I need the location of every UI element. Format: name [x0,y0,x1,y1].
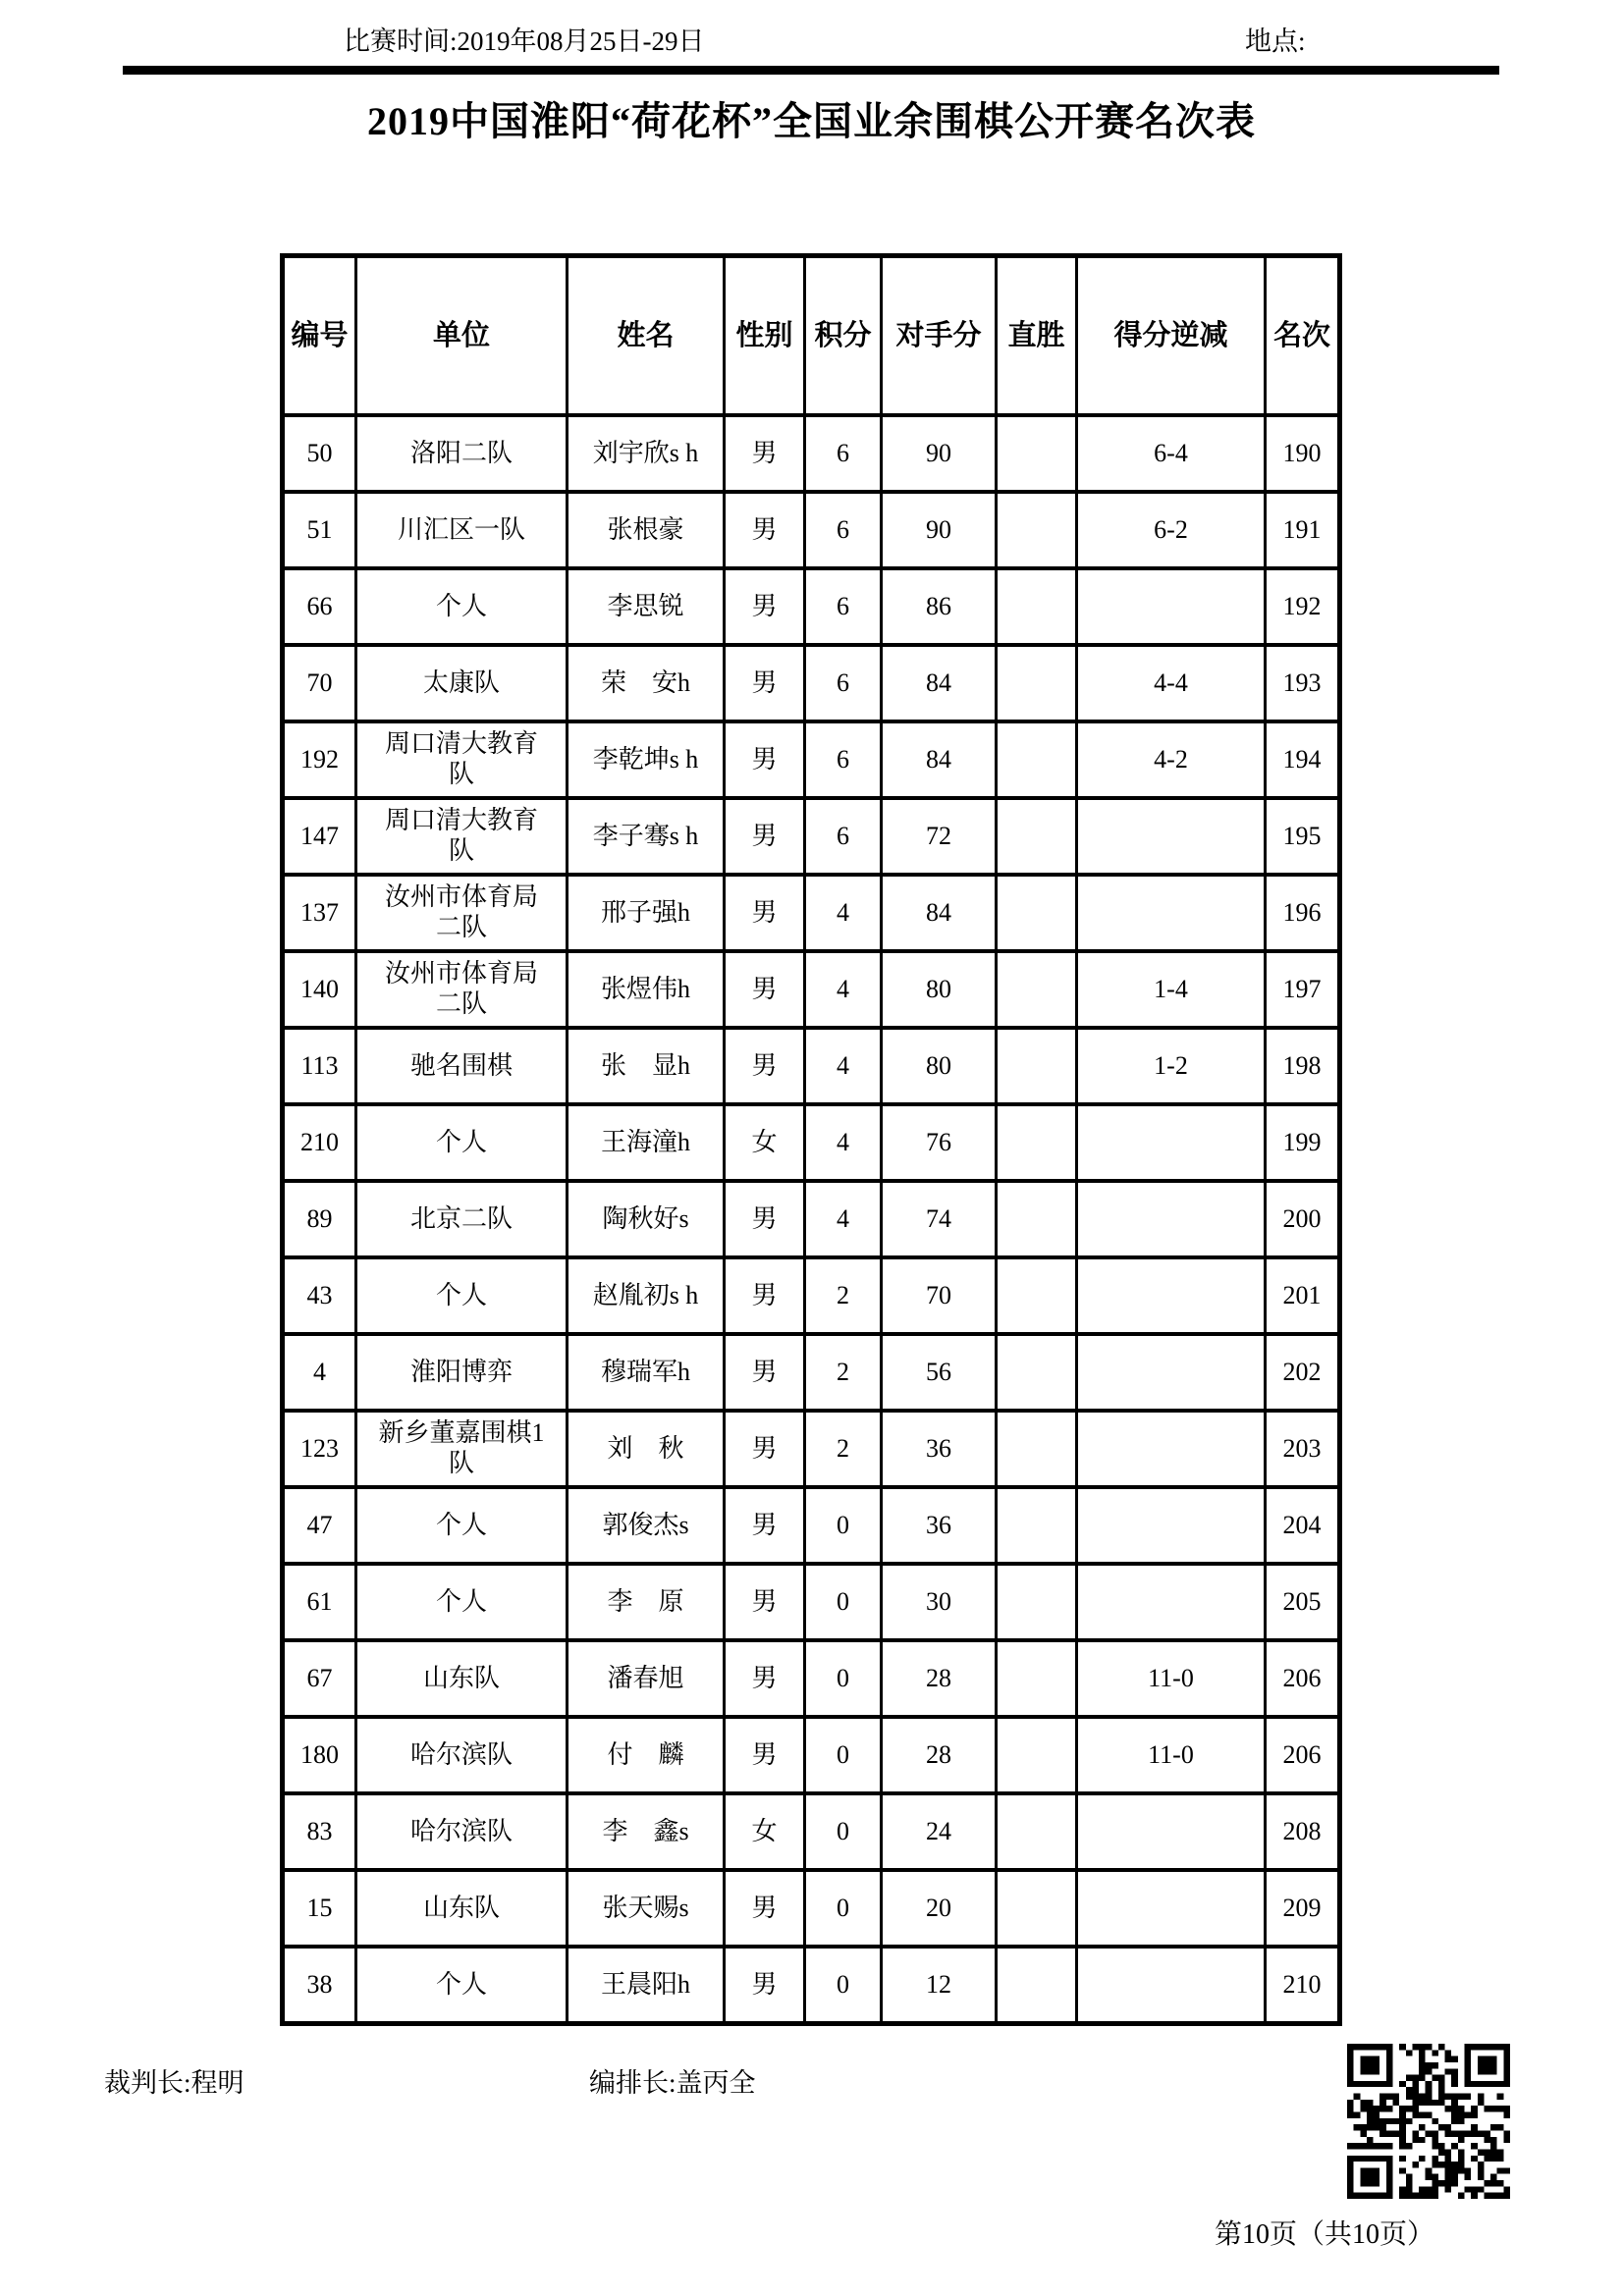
column-header: 编号 [283,256,356,416]
cell-score: 0 [805,1564,882,1640]
cell-win [997,1104,1077,1181]
table-row [283,415,1340,492]
cell-unit: 哈尔滨队 [356,1717,568,1793]
cell-opp: 74 [882,1181,997,1257]
cell-win [997,1181,1077,1257]
cell-rank: 201 [1266,1257,1340,1334]
cell-rank: 204 [1266,1487,1340,1564]
cell-rank: 195 [1266,798,1340,875]
cell-rank: 209 [1266,1870,1340,1947]
cell-num: 43 [283,1257,356,1334]
cell-win [997,1564,1077,1640]
cell-adj: 4-4 [1077,645,1266,721]
cell-win [997,1793,1077,1870]
cell-win [997,1487,1077,1564]
cell-name: 王晨阳h [568,1947,725,2024]
cell-name: 刘 秋 [568,1411,725,1487]
cell-opp: 76 [882,1104,997,1181]
cell-score: 0 [805,1717,882,1793]
cell-opp: 30 [882,1564,997,1640]
cell-rank: 210 [1266,1947,1340,2024]
table-row [283,1334,1340,1411]
cell-unit: 淮阳博弈 [356,1334,568,1411]
cell-adj: 4-2 [1077,721,1266,798]
cell-rank: 203 [1266,1411,1340,1487]
cell-name: 陶秋好s [568,1181,725,1257]
cell-unit: 山东队 [356,1640,568,1717]
cell-win [997,875,1077,951]
table-row [283,568,1340,645]
cell-unit: 个人 [356,1104,568,1181]
cell-num: 113 [283,1028,356,1104]
cell-win [997,798,1077,875]
cell-sex: 男 [725,875,805,951]
cell-score: 0 [805,1870,882,1947]
cell-score: 4 [805,875,882,951]
cell-rank: 192 [1266,568,1340,645]
cell-sex: 女 [725,1793,805,1870]
cell-win [997,568,1077,645]
cell-num: 123 [283,1411,356,1487]
qr-code [1347,2044,1510,2199]
cell-num: 140 [283,951,356,1028]
cell-name: 李 原 [568,1564,725,1640]
cell-unit: 个人 [356,568,568,645]
cell-name: 穆瑞军h [568,1334,725,1411]
table-row [283,721,1340,798]
cell-opp: 80 [882,1028,997,1104]
cell-name: 付 麟 [568,1717,725,1793]
cell-sex: 男 [725,492,805,568]
cell-adj: 6-2 [1077,492,1266,568]
cell-unit: 新乡董嘉围棋1队 [356,1411,568,1487]
cell-sex: 男 [725,1947,805,2024]
cell-unit: 个人 [356,1947,568,2024]
table-row [283,1257,1340,1334]
cell-win [997,1028,1077,1104]
cell-name: 张根豪 [568,492,725,568]
cell-name: 赵胤初s h [568,1257,725,1334]
cell-score: 2 [805,1257,882,1334]
cell-num: 70 [283,645,356,721]
cell-sex: 男 [725,1411,805,1487]
table-header-row [283,256,1340,416]
cell-adj [1077,798,1266,875]
table-row [283,1104,1340,1181]
cell-win [997,721,1077,798]
table-row [283,875,1340,951]
cell-score: 0 [805,1640,882,1717]
cell-sex: 男 [725,415,805,492]
cell-win [997,1640,1077,1717]
cell-opp: 80 [882,951,997,1028]
cell-unit: 山东队 [356,1870,568,1947]
cell-name: 张天赐s [568,1870,725,1947]
table-row [283,645,1340,721]
cell-rank: 199 [1266,1104,1340,1181]
cell-adj: 11-0 [1077,1640,1266,1717]
cell-opp: 28 [882,1640,997,1717]
cell-unit: 洛阳二队 [356,415,568,492]
cell-name: 张 显h [568,1028,725,1104]
cell-sex: 男 [725,645,805,721]
table-row [283,1870,1340,1947]
column-header: 直胜 [997,256,1077,416]
page-title: 2019中国淮阳“荷花杯”全国业余围棋公开赛名次表 [367,99,1256,143]
cell-adj [1077,568,1266,645]
cell-sex: 男 [725,1334,805,1411]
cell-adj: 11-0 [1077,1717,1266,1793]
cell-rank: 202 [1266,1334,1340,1411]
cell-name: 李子骞s h [568,798,725,875]
table-row [283,1640,1340,1717]
cell-name: 李乾坤s h [568,721,725,798]
column-header: 对手分 [882,256,997,416]
cell-adj [1077,875,1266,951]
column-header: 名次 [1266,256,1340,416]
cell-adj [1077,1181,1266,1257]
cell-name: 刘宇欣s h [568,415,725,492]
cell-name: 潘春旭 [568,1640,725,1717]
cell-opp: 84 [882,721,997,798]
cell-adj [1077,1411,1266,1487]
cell-unit: 周口清大教育队 [356,798,568,875]
cell-sex: 男 [725,1870,805,1947]
location-label: 地点: [1245,27,1306,56]
cell-opp: 20 [882,1870,997,1947]
cell-rank: 197 [1266,951,1340,1028]
cell-sex: 男 [725,1717,805,1793]
cell-win [997,1334,1077,1411]
table-row [283,1411,1340,1487]
cell-opp: 36 [882,1487,997,1564]
cell-rank: 196 [1266,875,1340,951]
cell-adj [1077,1564,1266,1640]
table-head [283,256,1340,416]
cell-opp: 72 [882,798,997,875]
cell-sex: 男 [725,798,805,875]
cell-num: 61 [283,1564,356,1640]
table-row [283,798,1340,875]
cell-opp: 86 [882,568,997,645]
cell-score: 6 [805,492,882,568]
cell-num: 83 [283,1793,356,1870]
match-time-label: 比赛时间:2019年08月25日-29日 [344,27,705,56]
table-body [283,415,1340,2024]
cell-name: 荣 安h [568,645,725,721]
cell-win [997,1717,1077,1793]
cell-num: 137 [283,875,356,951]
cell-score: 4 [805,1104,882,1181]
cell-win [997,492,1077,568]
table-row [283,1947,1340,2024]
cell-win [997,1870,1077,1947]
cell-sex: 男 [725,1028,805,1104]
column-header: 姓名 [568,256,725,416]
cell-score: 0 [805,1947,882,2024]
table-row [283,1028,1340,1104]
cell-num: 210 [283,1104,356,1181]
cell-unit: 汝州市体育局二队 [356,951,568,1028]
cell-score: 6 [805,645,882,721]
cell-sex: 男 [725,568,805,645]
cell-rank: 190 [1266,415,1340,492]
table-row [283,1564,1340,1640]
cell-score: 6 [805,415,882,492]
cell-score: 2 [805,1334,882,1411]
cell-num: 180 [283,1717,356,1793]
column-header: 得分逆减 [1077,256,1266,416]
cell-unit: 驰名围棋 [356,1028,568,1104]
cell-opp: 24 [882,1793,997,1870]
column-header: 性别 [725,256,805,416]
cell-num: 4 [283,1334,356,1411]
cell-score: 6 [805,798,882,875]
cell-rank: 208 [1266,1793,1340,1870]
cell-rank: 193 [1266,645,1340,721]
cell-score: 6 [805,721,882,798]
cell-unit: 北京二队 [356,1181,568,1257]
cell-unit: 哈尔滨队 [356,1793,568,1870]
cell-unit: 周口清大教育队 [356,721,568,798]
cell-name: 郭俊杰s [568,1487,725,1564]
cell-name: 邢子强h [568,875,725,951]
arranger-label: 编排长:盖丙全 [589,2068,756,2098]
cell-win [997,645,1077,721]
cell-score: 2 [805,1411,882,1487]
cell-score: 0 [805,1487,882,1564]
cell-sex: 男 [725,721,805,798]
cell-rank: 206 [1266,1717,1340,1793]
cell-adj [1077,1257,1266,1334]
cell-name: 张煜伟h [568,951,725,1028]
cell-sex: 男 [725,1640,805,1717]
cell-adj [1077,1793,1266,1870]
cell-unit: 太康队 [356,645,568,721]
cell-adj [1077,1104,1266,1181]
cell-opp: 90 [882,415,997,492]
cell-sex: 女 [725,1104,805,1181]
cell-rank: 205 [1266,1564,1340,1640]
cell-rank: 200 [1266,1181,1340,1257]
cell-adj: 1-4 [1077,951,1266,1028]
cell-opp: 84 [882,875,997,951]
cell-num: 51 [283,492,356,568]
cell-num: 50 [283,415,356,492]
cell-sex: 男 [725,1564,805,1640]
table-row [283,1793,1340,1870]
cell-num: 147 [283,798,356,875]
cell-num: 66 [283,568,356,645]
cell-score: 6 [805,568,882,645]
cell-rank: 206 [1266,1640,1340,1717]
cell-score: 0 [805,1793,882,1870]
cell-win [997,951,1077,1028]
cell-num: 47 [283,1487,356,1564]
table-row [283,1717,1340,1793]
cell-opp: 28 [882,1717,997,1793]
cell-adj [1077,1334,1266,1411]
cell-sex: 男 [725,951,805,1028]
cell-num: 67 [283,1640,356,1717]
cell-num: 38 [283,1947,356,2024]
cell-adj: 1-2 [1077,1028,1266,1104]
cell-adj [1077,1487,1266,1564]
column-header: 积分 [805,256,882,416]
cell-opp: 70 [882,1257,997,1334]
cell-opp: 36 [882,1411,997,1487]
cell-opp: 12 [882,1947,997,2024]
cell-num: 192 [283,721,356,798]
page-number: 第10页（共10页） [1215,2219,1435,2250]
cell-sex: 男 [725,1487,805,1564]
cell-win [997,1257,1077,1334]
cell-score: 4 [805,951,882,1028]
cell-unit: 个人 [356,1564,568,1640]
cell-num: 15 [283,1870,356,1947]
cell-win [997,1411,1077,1487]
cell-score: 4 [805,1181,882,1257]
table-row [283,492,1340,568]
cell-unit: 个人 [356,1487,568,1564]
cell-sex: 男 [725,1257,805,1334]
cell-unit: 川汇区一队 [356,492,568,568]
referee-label: 裁判长:程明 [104,2068,244,2098]
cell-num: 89 [283,1181,356,1257]
cell-unit: 个人 [356,1257,568,1334]
table-row [283,1181,1340,1257]
cell-adj [1077,1947,1266,2024]
cell-rank: 194 [1266,721,1340,798]
table-row [283,1487,1340,1564]
cell-rank: 191 [1266,492,1340,568]
column-header: 单位 [356,256,568,416]
table-row [283,951,1340,1028]
cell-opp: 56 [882,1334,997,1411]
cell-unit: 汝州市体育局二队 [356,875,568,951]
cell-name: 王海潼h [568,1104,725,1181]
cell-score: 4 [805,1028,882,1104]
cell-win [997,1947,1077,2024]
cell-opp: 84 [882,645,997,721]
results-table [280,253,1342,2026]
header-divider-rule [123,66,1499,75]
cell-sex: 男 [725,1181,805,1257]
cell-name: 李 鑫s [568,1793,725,1870]
cell-adj [1077,1870,1266,1947]
cell-name: 李思锐 [568,568,725,645]
cell-rank: 198 [1266,1028,1340,1104]
cell-adj: 6-4 [1077,415,1266,492]
cell-opp: 90 [882,492,997,568]
cell-win [997,415,1077,492]
